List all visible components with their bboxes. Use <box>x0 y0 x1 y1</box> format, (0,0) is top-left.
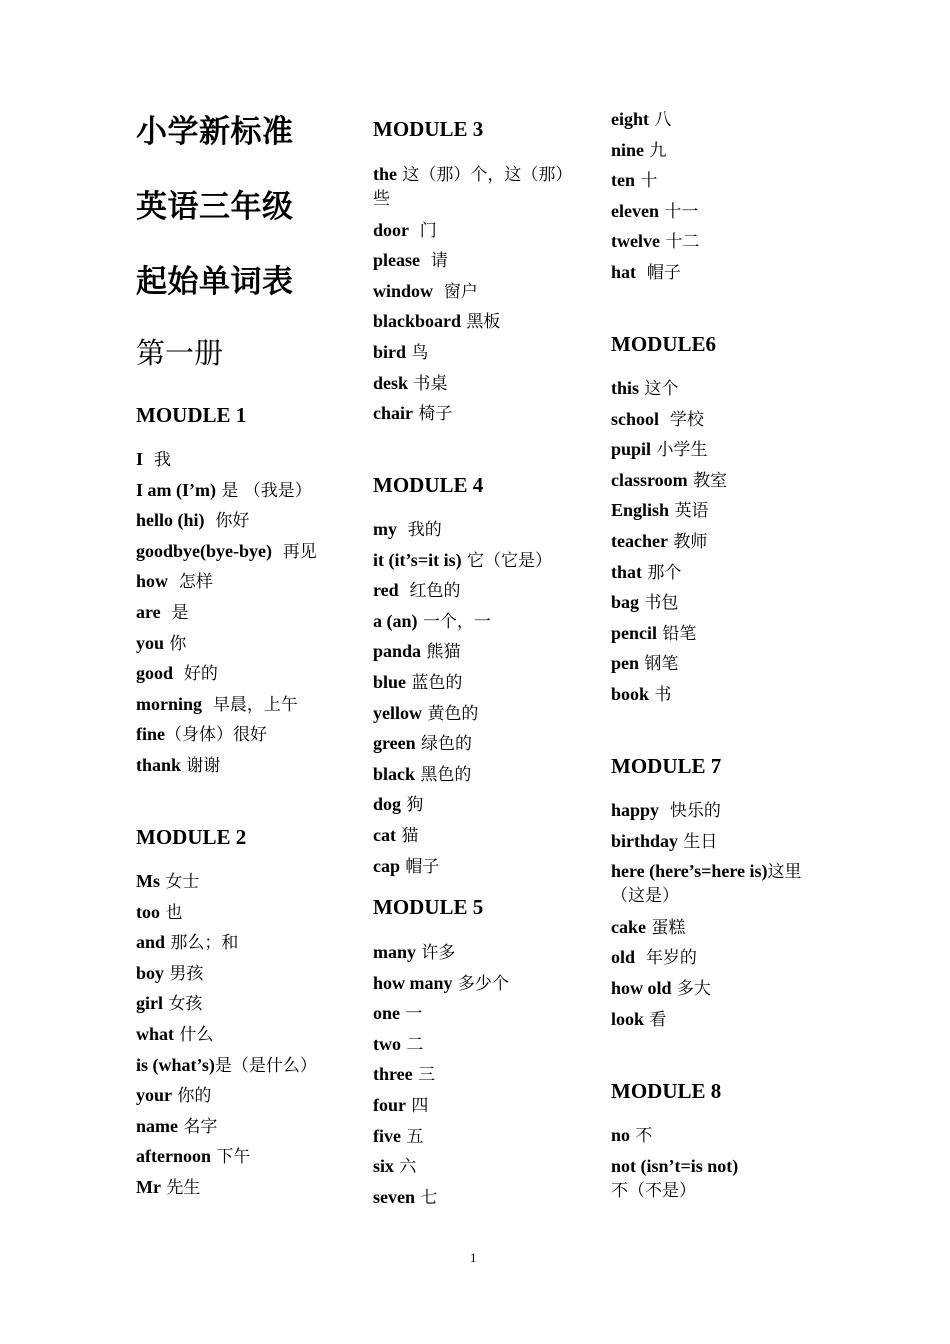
english-word: girl <box>136 993 163 1014</box>
chinese-meaning: 它（它是） <box>461 550 552 571</box>
english-word: how <box>136 571 169 592</box>
module-heading: MODULE 3 <box>373 117 484 141</box>
chinese-meaning: 小学生 <box>651 440 708 461</box>
chinese-meaning: 女士 <box>160 872 200 892</box>
chinese-meaning: 书包 <box>639 593 679 614</box>
english-word: a (an) <box>373 610 418 631</box>
english-word: one <box>373 1003 400 1024</box>
vocab-entry <box>611 590 678 615</box>
english-word: book <box>611 684 650 704</box>
module-heading: MODULE 2 <box>136 825 247 849</box>
chinese-meaning: 八 <box>649 110 672 130</box>
chinese-meaning: 七 <box>415 1187 438 1208</box>
vocab-entry <box>136 600 188 625</box>
english-word: the <box>373 164 397 184</box>
chinese-meaning: 你 <box>164 633 187 654</box>
vocab-entry <box>136 1175 200 1200</box>
vocab-entry <box>136 991 202 1016</box>
module-heading: MODULE 5 <box>373 895 484 919</box>
vocab-entry <box>136 1022 213 1047</box>
vocab-entry <box>373 731 472 756</box>
english-word: panda <box>373 641 422 662</box>
chinese-meaning: 名字 <box>178 1116 218 1137</box>
chinese-meaning: 铅笔 <box>657 623 697 644</box>
chinese-meaning: 学校 <box>659 409 704 430</box>
vocab-entry <box>373 1124 423 1149</box>
chinese-meaning: 什么 <box>174 1025 214 1045</box>
vocab-entry <box>611 1154 816 1203</box>
english-word: nine <box>611 139 645 160</box>
module-heading: MODULE6 <box>611 332 716 356</box>
english-word: how old <box>611 978 672 998</box>
vocab-entry <box>611 168 657 193</box>
vocab-entry <box>611 229 699 254</box>
english-word: that <box>611 561 642 582</box>
chinese-meaning: 多少个 <box>452 973 509 994</box>
vocab-entry <box>373 639 460 664</box>
chinese-meaning: 谢谢 <box>181 756 221 776</box>
vocab-entry <box>373 517 442 542</box>
vocab-entry <box>136 869 199 894</box>
chinese-meaning: 好的 <box>173 664 218 685</box>
module-heading: MODULE 8 <box>611 1079 722 1103</box>
vocab-entry <box>373 1062 435 1087</box>
chinese-meaning: 三 <box>412 1065 436 1086</box>
english-word: eight <box>611 109 649 129</box>
vocab-entry <box>136 661 218 686</box>
page-number: 1 <box>470 1250 477 1265</box>
chinese-meaning: 十二 <box>659 232 700 253</box>
chinese-meaning: 是 <box>160 603 189 623</box>
english-word: chair <box>373 403 413 424</box>
chinese-meaning: 年岁的 <box>635 948 697 969</box>
english-word: door <box>373 219 409 240</box>
chinese-meaning: 黄色的 <box>422 703 479 724</box>
english-word: morning <box>136 693 203 714</box>
vocab-entry <box>373 609 491 634</box>
english-word: please <box>373 250 420 271</box>
english-word: classroom <box>611 469 688 490</box>
english-word: name <box>136 1115 178 1136</box>
english-word: this <box>611 378 640 398</box>
chinese-meaning: 椅子 <box>413 404 453 425</box>
chinese-meaning: 是 （我是） <box>215 480 312 501</box>
chinese-meaning: 二 <box>401 1034 424 1055</box>
vocab-entry <box>373 1001 422 1026</box>
english-word: school <box>611 408 660 429</box>
vocab-entry <box>611 651 678 676</box>
english-word: happy <box>611 800 660 820</box>
vocab-entry <box>611 260 681 285</box>
chinese-meaning: 六 <box>394 1157 417 1178</box>
chinese-meaning: 这里（这是） <box>611 862 802 907</box>
title-line-1: 小学新标准 <box>136 114 294 150</box>
chinese-meaning: 快乐的 <box>659 801 721 821</box>
english-word: six <box>373 1156 395 1177</box>
chinese-meaning: 我的 <box>397 520 442 540</box>
vocab-entry <box>136 631 186 656</box>
vocab-entry <box>611 1123 652 1148</box>
english-word: seven <box>373 1186 415 1207</box>
vocab-entry <box>136 692 298 717</box>
english-word: desk <box>373 372 409 393</box>
vocab-entry <box>373 1032 423 1057</box>
vocab-entry <box>373 218 437 243</box>
vocab-entry <box>136 1114 217 1139</box>
english-word: you <box>136 632 165 653</box>
vocab-entry <box>611 829 717 854</box>
vocab-entry <box>373 1154 416 1179</box>
vocab-entry <box>611 798 721 823</box>
volume-title: 第一册 <box>136 336 224 370</box>
english-word: my <box>373 519 397 539</box>
english-word: green <box>373 733 416 754</box>
english-word: boy <box>136 962 165 983</box>
chinese-meaning: 女孩 <box>163 994 203 1015</box>
chinese-meaning: 我 <box>143 450 171 470</box>
chinese-meaning: 英语 <box>669 501 709 522</box>
english-word: afternoon <box>136 1146 211 1167</box>
english-word: yellow <box>373 702 422 723</box>
vocab-entry <box>611 1007 666 1032</box>
chinese-meaning: 红色的 <box>398 581 461 602</box>
english-word: good <box>136 663 174 684</box>
vocab-entry <box>611 945 697 970</box>
vocab-entry <box>611 498 708 523</box>
vocab-entry <box>611 468 727 493</box>
vocab-entry <box>611 376 678 401</box>
vocab-entry <box>373 548 552 573</box>
chinese-meaning: 十一 <box>658 201 699 222</box>
vocab-entry <box>373 309 500 334</box>
vocab-entry <box>136 508 249 533</box>
english-word: too <box>136 901 160 922</box>
vocab-entry <box>611 976 711 1001</box>
chinese-meaning: 你的 <box>172 1086 212 1107</box>
chinese-meaning: 再见 <box>272 541 317 562</box>
english-word: cake <box>611 916 646 937</box>
vocab-entry <box>373 1093 428 1118</box>
english-word: your <box>136 1085 172 1106</box>
chinese-meaning: 猫 <box>395 826 419 846</box>
english-word: window <box>373 280 434 301</box>
english-word: I <box>136 449 144 469</box>
english-word: cap <box>373 855 400 876</box>
vocab-entry <box>373 1185 437 1210</box>
english-word: thank <box>136 755 182 775</box>
chinese-meaning: 五 <box>400 1126 424 1147</box>
english-word: two <box>373 1033 401 1054</box>
module-heading: MODULE 7 <box>611 754 722 778</box>
english-word: blackboard <box>373 311 462 332</box>
vocab-entry <box>611 915 685 940</box>
chinese-meaning: 绿色的 <box>415 734 473 755</box>
vocab-entry <box>611 621 696 646</box>
english-word: I am (I’m) <box>136 479 216 500</box>
english-word: three <box>373 1064 413 1085</box>
chinese-meaning: 不（不是） <box>611 1180 696 1201</box>
vocab-entry <box>373 371 447 396</box>
vocab-entry <box>373 701 478 726</box>
chinese-meaning: 书 <box>649 685 672 705</box>
vocab-entry <box>373 340 428 365</box>
chinese-meaning: 门 <box>409 220 437 241</box>
english-word: no <box>611 1125 631 1145</box>
chinese-meaning: 怎样 <box>168 572 213 593</box>
english-word: four <box>373 1095 406 1115</box>
chinese-meaning: 那么；和 <box>165 933 239 954</box>
vocab-entry <box>136 447 171 472</box>
vocab-entry <box>611 682 671 707</box>
chinese-meaning: 蓝色的 <box>406 673 463 693</box>
chinese-meaning: 这个 <box>639 379 679 399</box>
vocab-entry <box>136 1083 211 1108</box>
english-word: what <box>136 1024 175 1044</box>
vocab-entry <box>611 199 698 224</box>
chinese-meaning: 教师 <box>667 532 708 552</box>
english-word: red <box>373 580 399 601</box>
chinese-meaning: 是（是什么） <box>214 1055 317 1076</box>
chinese-meaning: 鸟 <box>406 343 429 363</box>
vocab-entry <box>373 762 471 787</box>
english-word: pen <box>611 653 640 674</box>
vocab-entry <box>373 940 455 965</box>
chinese-meaning: 帽子 <box>636 263 681 283</box>
vocab-entry <box>136 1053 317 1078</box>
english-word: hat <box>611 262 637 282</box>
title-line-2: 英语三年级 <box>136 189 294 225</box>
chinese-meaning: 帽子 <box>400 856 440 877</box>
vocab-entry <box>373 854 439 879</box>
vocab-entry <box>611 560 681 585</box>
vocab-entry <box>611 437 707 462</box>
vocab-entry <box>373 279 478 304</box>
english-word: pencil <box>611 622 658 643</box>
english-word: it (it’s=it is) <box>373 549 462 570</box>
chinese-meaning: 黑色的 <box>415 764 472 785</box>
vocab-entry <box>373 670 462 695</box>
chinese-meaning: 蛋糕 <box>646 917 686 938</box>
vocab-entry <box>373 971 509 996</box>
vocab-entry <box>136 722 267 747</box>
chinese-meaning: 狗 <box>401 795 424 816</box>
english-word: ten <box>611 170 635 191</box>
chinese-meaning: 多大 <box>671 979 711 999</box>
english-word: bird <box>373 342 407 362</box>
vocab-entry <box>136 539 317 564</box>
vocab-entry <box>611 138 666 163</box>
english-word: blue <box>373 672 407 692</box>
chinese-meaning: 一 <box>400 1004 423 1025</box>
english-word: not (isn’t=is not) <box>611 1155 739 1176</box>
english-word: pupil <box>611 439 652 460</box>
chinese-meaning: 请 <box>420 251 448 272</box>
chinese-meaning: 早晨，上午 <box>202 694 298 715</box>
chinese-meaning: 这（那）个，这（那）些 <box>373 165 573 209</box>
english-word: goodbye(bye-bye) <box>136 540 272 561</box>
vocab-entry <box>136 478 312 503</box>
english-word: many <box>373 942 417 962</box>
chinese-meaning: （身体）很好 <box>165 725 267 746</box>
chinese-meaning: 熊猫 <box>421 642 461 663</box>
vocab-entry <box>611 529 707 554</box>
english-word: bag <box>611 592 640 613</box>
english-word: birthday <box>611 830 679 851</box>
module-heading: MOUDLE 1 <box>136 403 247 427</box>
chinese-meaning: 窗户 <box>433 281 478 302</box>
vocab-entry <box>373 792 423 817</box>
english-word: are <box>136 602 161 622</box>
vocab-entry <box>373 823 418 848</box>
english-word: eleven <box>611 200 659 221</box>
chinese-meaning: 也 <box>160 902 183 923</box>
vocab-entry <box>136 930 238 955</box>
english-word: black <box>373 763 416 784</box>
chinese-meaning: 九 <box>644 140 667 161</box>
chinese-meaning: 十 <box>635 171 658 192</box>
english-word: Ms <box>136 871 160 891</box>
vocab-entry <box>611 407 704 432</box>
english-word: twelve <box>611 231 660 252</box>
chinese-meaning: 男孩 <box>164 963 204 984</box>
english-word: old <box>611 947 636 968</box>
chinese-meaning: 不 <box>630 1126 653 1146</box>
english-word: hello (hi) <box>136 510 205 531</box>
chinese-meaning: 先生 <box>160 1178 201 1198</box>
chinese-meaning: 四 <box>406 1096 429 1116</box>
chinese-meaning: 看 <box>644 1009 667 1030</box>
vocab-entry <box>373 578 460 603</box>
english-word: teacher <box>611 531 668 551</box>
chinese-meaning: 教室 <box>687 470 728 491</box>
vocab-entry <box>136 753 220 778</box>
vocab-entry <box>136 900 182 925</box>
chinese-meaning: 下午 <box>211 1147 251 1168</box>
english-word: and <box>136 932 166 953</box>
vocab-entry <box>611 859 816 908</box>
chinese-meaning: 许多 <box>416 943 456 963</box>
english-word: is (what’s) <box>136 1054 215 1075</box>
title-line-3: 起始单词表 <box>136 264 294 300</box>
chinese-meaning: 生日 <box>678 831 718 852</box>
english-word: how many <box>373 972 453 993</box>
module-heading: MODULE 4 <box>373 473 484 497</box>
vocab-entry <box>136 961 203 986</box>
english-word: fine <box>136 724 165 745</box>
chinese-meaning: 书桌 <box>408 373 448 394</box>
english-word: five <box>373 1125 401 1146</box>
chinese-meaning: 那个 <box>642 562 682 583</box>
english-word: English <box>611 500 670 521</box>
vocab-entry <box>373 401 452 426</box>
chinese-meaning: 你好 <box>204 511 250 532</box>
chinese-meaning: 一个，一 <box>417 611 491 632</box>
english-word: look <box>611 1008 645 1029</box>
english-word: dog <box>373 794 402 815</box>
english-word: Mr <box>136 1177 161 1197</box>
vocab-entry <box>611 107 671 132</box>
vocab-entry <box>136 1144 250 1169</box>
vocab-entry <box>373 248 448 273</box>
chinese-meaning: 钢笔 <box>639 654 679 675</box>
english-word: cat <box>373 825 396 845</box>
vocab-entry <box>136 569 213 594</box>
chinese-meaning: 黑板 <box>461 312 501 333</box>
vocab-entry <box>373 162 588 211</box>
english-word: here (here’s=here is) <box>611 861 768 882</box>
